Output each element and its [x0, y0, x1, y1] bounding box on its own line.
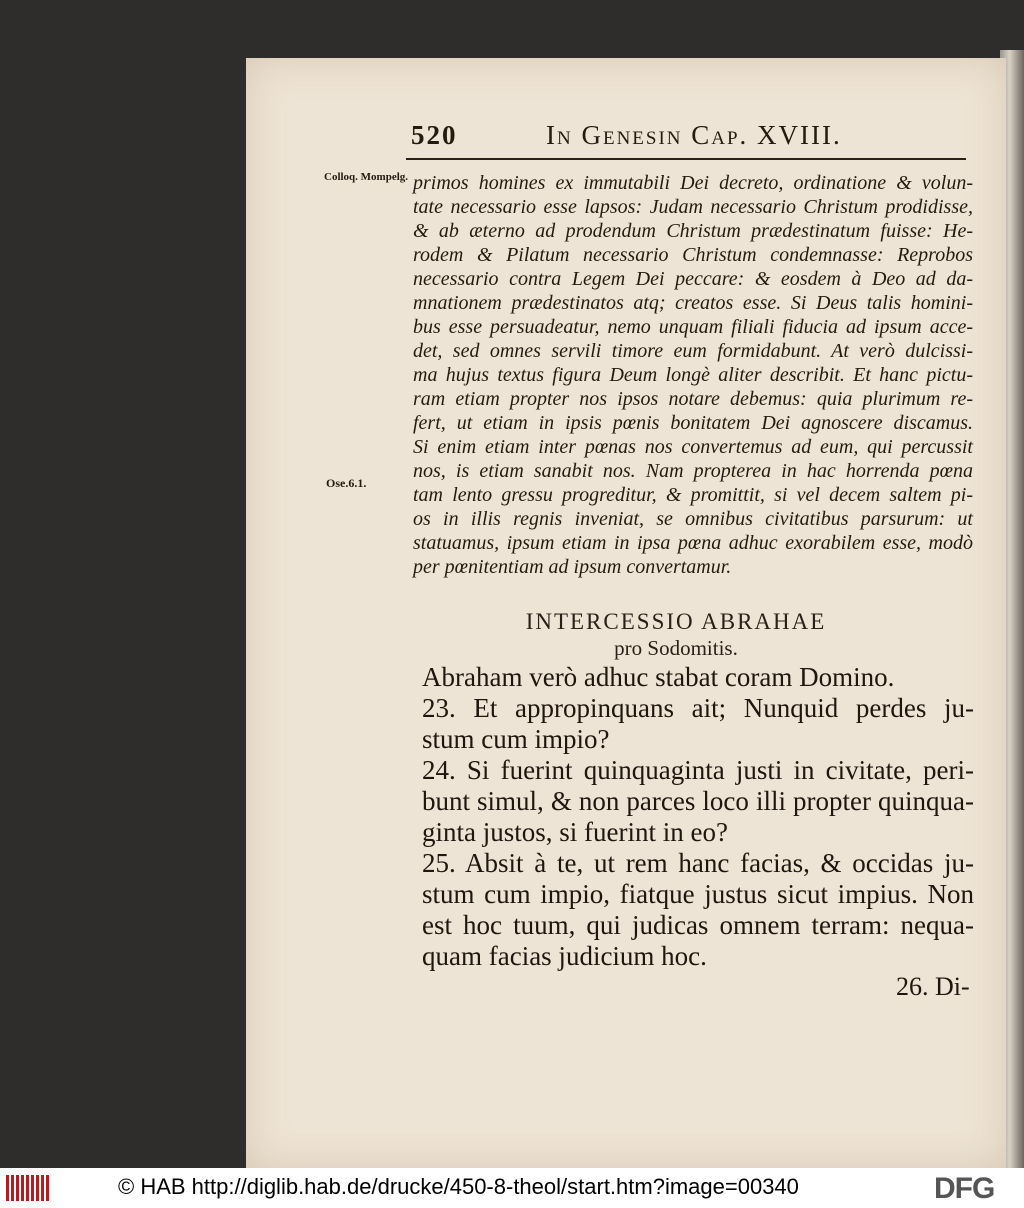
text-line: Si enim etiam inter pœnas nos convertemus ad eum, qui percussit: [413, 436, 973, 458]
text-line: fert, ut etiam in ipsis pœnis bonitatem Dei agnoscere discamus.: [413, 412, 973, 434]
running-head: In Genesin Cap. XVIII.: [546, 120, 842, 150]
text-line: & ab æterno ad prodendum Christum prædestinatum fuisse: He-: [413, 220, 973, 242]
catchword: 26. Di-: [896, 972, 970, 1001]
book-page: [246, 58, 1006, 1168]
text-line: mnationem prædestinatos atq; creatos esse. Si Deus talis homini-: [413, 292, 973, 314]
text-line: statuamus, ipsum etiam in ipsa pœna adhuc exorabilem esse, modò: [413, 532, 973, 554]
verse-line: bunt simul, & non parces loco illi propter quinqua-: [422, 786, 974, 816]
text-line: det, sed omnes servili timore eum formidabunt. At verò dulcissi-: [413, 340, 973, 362]
verse-line: ginta justos, si fuerint in eo?: [422, 817, 728, 847]
text-line: per pœnitentiam ad ipsum convertamur.: [413, 556, 732, 578]
text-line: ram etiam propter nos ipsos notare debemus: quia plurimum re-: [413, 388, 973, 410]
text-line: rodem & Pilatum necessario Christum condemnasse: Reprobos: [413, 244, 973, 266]
footer-bar: [0, 1168, 1024, 1208]
verse-line: stum cum impio, fiatque justus sicut impius. Non: [422, 879, 974, 909]
text-line: os in illis regnis inveniat, se omnibus civitatibus parsurum: ut: [413, 508, 973, 530]
scripture-text: [422, 662, 974, 972]
page-number: 520: [411, 120, 458, 150]
verse-line: 23. Et appropinquans ait; Nunquid perdes ju-: [422, 693, 974, 723]
text-line: primos homines ex immutabili Dei decreto, ordinatione & volun-: [413, 172, 973, 194]
verse-line: Abraham verò adhuc stabat coram Domino.: [422, 662, 895, 692]
text-line: ma hujus textus figura Deum longè aliter describit. Et hanc pictu-: [413, 364, 973, 386]
verse-line: quam facias judicium hoc.: [422, 941, 707, 971]
section-subtitle: pro Sodomitis.: [614, 636, 738, 660]
commentary-text: [413, 171, 973, 579]
text-line: necessario contra Legem Dei peccare: & eosdem à Deo ad da-: [413, 268, 973, 290]
dfg-logo-icon[interactable]: DFG: [934, 1172, 995, 1205]
text-line: tam lento gressu progreditur, & promittit, si vel decem saltem pi-: [413, 484, 973, 506]
verse-line: est hoc tuum, qui judicas omnem terram: nequa-: [422, 910, 974, 940]
header-rule: [406, 158, 966, 160]
text-line: nos, is etiam sanabit nos. Nam propterea in hac horrenda pœna: [413, 460, 973, 482]
section-heading: [406, 608, 946, 661]
text-line: bus esse persuadeatur, nemo unquam filiali fiducia ad ipsum acce-: [413, 316, 973, 338]
hab-logo-icon[interactable]: [6, 1174, 50, 1202]
margin-note: Colloq. Mompelg.: [324, 171, 409, 183]
copyright-link[interactable]: © HAB http://diglib.hab.de/drucke/450-8-theol/start.htm?image=00340: [118, 1174, 799, 1199]
verse-line: 24. Si fuerint quinquaginta justi in civitate, peri-: [422, 755, 974, 785]
text-line: tate necessario esse lapsos: Judam necessario Christum prodidisse,: [413, 196, 973, 218]
section-title: INTERCESSIO ABRAHAE: [525, 609, 827, 634]
verse-line: stum cum impio?: [422, 724, 610, 754]
margin-note: Ose.6.1.: [326, 476, 367, 490]
verse-line: 25. Absit à te, ut rem hanc facias, & occidas ju-: [422, 848, 974, 878]
